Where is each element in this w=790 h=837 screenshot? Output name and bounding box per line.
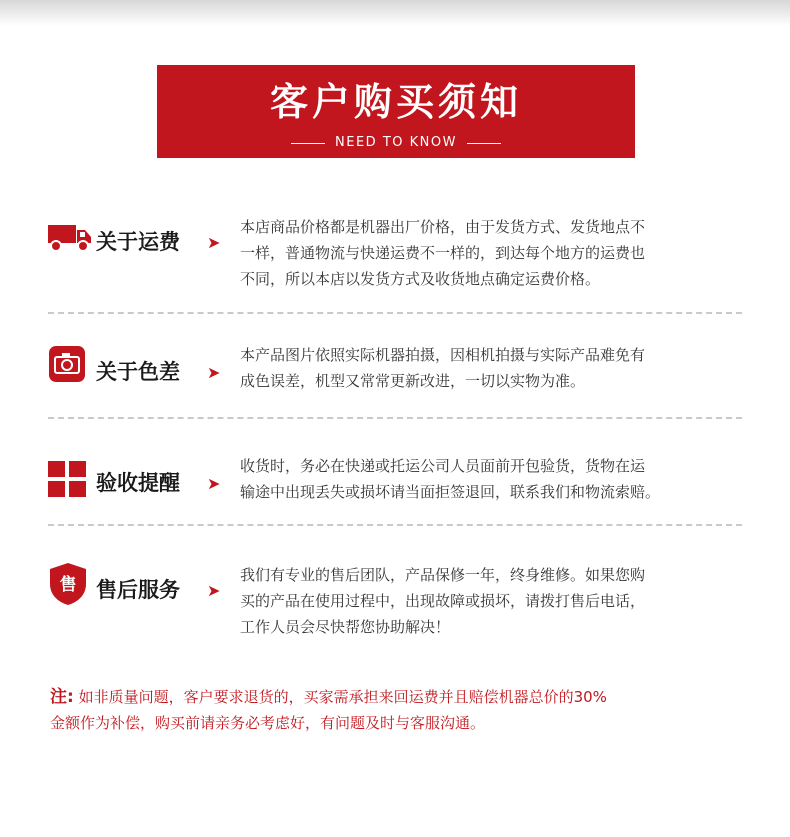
description-line: 本产品图片依照实际机器拍摄，因相机拍摄与实际产品难免有 [240,346,646,364]
shield-label: 售 [59,575,77,595]
description-line: 输途中出现丢失或损坏请当面拒签退回，联系我们和物流索赔。 [240,483,661,501]
note-line-2: 金额作为补偿，购买前请亲务必考虑好，有问题及时与客服沟通。 [50,714,486,732]
description-line: 成色误差，机型又常常更新改进，一切以实物为准。 [240,372,586,390]
grid-icon [48,461,86,497]
note-block [50,684,760,736]
section-heading: 售后服务 [96,578,180,602]
subtitle-row [157,135,635,151]
description-line: 不同，所以本店以发货方式及收货地点确定运费价格。 [240,270,601,288]
top-shadow [0,0,790,26]
description-line: 买的产品在使用过程中，出现故障或损坏，请拨打售后电话， [240,592,646,610]
arrow-icon: ➤ [207,474,221,493]
arrow-icon: ➤ [207,363,221,382]
note-label: 注: [50,687,74,707]
description-line: 一样，普通物流与快递运费不一样的，到达每个地方的运费也 [240,244,646,262]
truck-icon [48,222,92,252]
section-description [240,342,755,394]
dashed-divider [48,312,742,314]
title-banner [157,65,635,158]
note-line-1 [50,684,760,710]
arrow-icon: ➤ [207,581,221,600]
section-heading: 关于色差 [96,360,180,384]
dashed-divider [48,417,742,419]
description-line: 本店商品价格都是机器出厂价格，由于发货方式、发货地点不 [240,218,646,236]
camera-icon [48,345,86,383]
shield-icon [48,562,88,606]
note-text: 如非质量问题，客户要求退货的，买家需承担来回运费并且赔偿机器总价的30% [78,688,607,706]
section-description [240,453,755,505]
section-heading: 验收提醒 [96,471,180,495]
section-heading: 关于运费 [96,230,180,254]
description-line: 工作人员会尽快帮您协助解决！ [240,618,451,636]
page-title: 客户购买须知 [269,80,522,124]
subtitle-line-left [291,143,325,144]
subtitle-line-right [467,143,501,144]
arrow-icon: ➤ [207,233,221,252]
page-subtitle: NEED TO KNOW [335,135,457,150]
description-line: 收货时，务必在快递或托运公司人员面前开包验货，货物在运 [240,457,646,475]
description-line: 我们有专业的售后团队，产品保修一年，终身维修。如果您购 [240,566,646,584]
section-description [240,214,755,292]
section-description [240,562,755,640]
dashed-divider [48,524,742,526]
